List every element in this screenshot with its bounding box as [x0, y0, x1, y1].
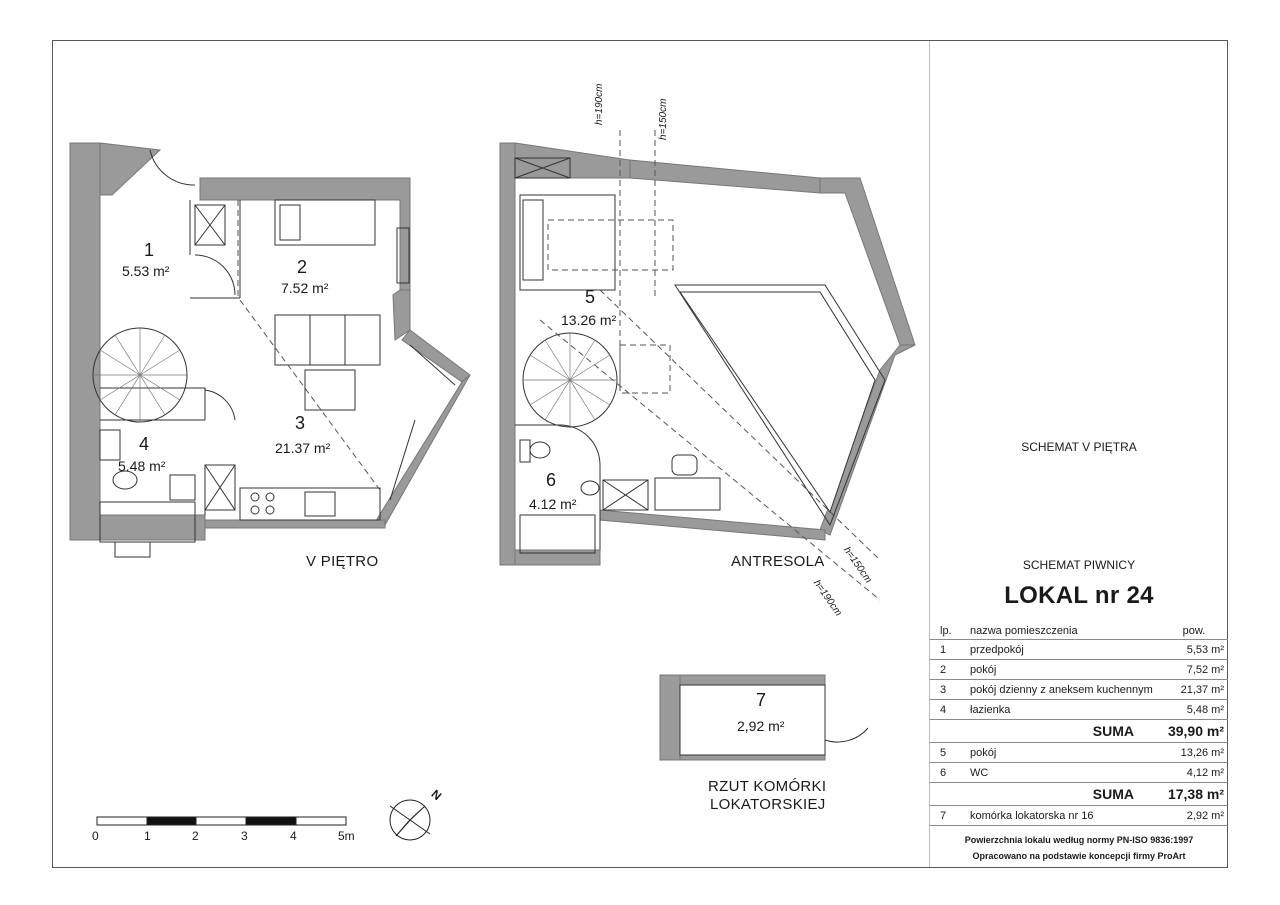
room-4-number: 4 — [139, 434, 150, 454]
sum-label: SUMA — [966, 720, 1160, 743]
table-row — [930, 763, 1228, 783]
mezzanine-plan — [500, 130, 915, 600]
row-area: 7,52 m² — [1160, 660, 1228, 680]
row-lp: 4 — [930, 700, 966, 720]
row-area: 4,12 m² — [1160, 763, 1228, 783]
storage-label-line1: RZUT KOMÓRKI — [708, 778, 827, 795]
row-name: komórka lokatorska nr 16 — [966, 806, 1160, 826]
room-3-number: 3 — [295, 413, 306, 433]
header-area: pow. — [1160, 622, 1228, 640]
room-7-number: 7 — [756, 690, 767, 710]
floor-v-plan — [70, 143, 470, 557]
table-row — [930, 806, 1228, 826]
room-3-area: 21.37 m² — [275, 440, 331, 456]
height-150-bottom: h=150cm — [840, 545, 874, 586]
sum-row-2 — [930, 783, 1228, 806]
header-name: nazwa pomieszczenia — [966, 622, 1160, 640]
row-lp: 1 — [930, 640, 966, 660]
room-6-area: 4.12 m² — [529, 496, 577, 512]
room-1-area: 5.53 m² — [122, 263, 170, 279]
room-5-number: 5 — [585, 287, 596, 307]
mezzanine-label: ANTRESOLA — [731, 553, 825, 570]
compass-north-label: N — [428, 786, 445, 804]
row-name: łazienka — [966, 700, 1160, 720]
row-area: 13,26 m² — [1160, 743, 1228, 763]
info-panel — [930, 40, 1228, 868]
row-lp: 2 — [930, 660, 966, 680]
sum-value: 17,38 m² — [1160, 783, 1228, 806]
table-row — [930, 700, 1228, 720]
row-lp: 7 — [930, 806, 966, 826]
sum-label: SUMA — [966, 783, 1160, 806]
scale-tick-3: 3 — [241, 829, 248, 843]
row-name: pokój dzienny z aneksem kuchennym — [966, 680, 1160, 700]
row-lp: 3 — [930, 680, 966, 700]
header-lp: lp. — [930, 622, 966, 640]
row-area: 5,48 m² — [1160, 700, 1228, 720]
scale-tick-1: 1 — [144, 829, 151, 843]
table-row — [930, 640, 1228, 660]
room-6-number: 6 — [546, 470, 557, 490]
room-2-number: 2 — [297, 257, 308, 277]
source-note: Opracowano na podstawie koncepcji firmy ProArt — [972, 851, 1186, 861]
table-row — [930, 743, 1228, 763]
floor-label: V PIĘTRO — [306, 553, 379, 570]
row-name: pokój — [966, 660, 1160, 680]
row-lp: 6 — [930, 763, 966, 783]
storage-label-line2: LOKATORSKIEJ — [710, 796, 826, 813]
compass-rose — [390, 800, 430, 840]
table-header — [930, 622, 1228, 640]
scale-bar — [97, 817, 346, 825]
scale-tick-0: 0 — [92, 829, 99, 843]
height-190-bottom: h=190cm — [810, 578, 844, 619]
room-2-area: 7.52 m² — [281, 280, 329, 296]
sum-row-1 — [930, 720, 1228, 743]
table-row — [930, 660, 1228, 680]
row-area: 2,92 m² — [1160, 806, 1228, 826]
scale-tick-4: 4 — [290, 829, 297, 843]
row-area: 5,53 m² — [1160, 640, 1228, 660]
height-150-top: h=150cm — [658, 98, 669, 140]
room-1-number: 1 — [144, 240, 155, 260]
floor-schema-caption: SCHEMAT V PIĘTRA — [1021, 440, 1137, 454]
sum-value: 39,90 m² — [1160, 720, 1228, 743]
norm-note: Powierzchnia lokalu według normy PN-ISO 9836:1997 — [964, 835, 1194, 845]
row-name: WC — [966, 763, 1160, 783]
height-190-top: h=190cm — [594, 83, 605, 125]
room-4-area: 5.48 m² — [118, 458, 166, 474]
room-area-table — [930, 622, 1228, 826]
unit-title: LOKAL nr 24 — [1004, 582, 1154, 609]
room-5-area: 13.26 m² — [561, 312, 617, 328]
basement-schema-caption: SCHEMAT PIWNICY — [1022, 558, 1136, 572]
room-7-area: 2,92 m² — [737, 718, 785, 734]
row-area: 21,37 m² — [1160, 680, 1228, 700]
row-lp: 5 — [930, 743, 966, 763]
scale-tick-5: 5m — [338, 829, 355, 843]
scale-tick-2: 2 — [192, 829, 199, 843]
row-name: przedpokój — [966, 640, 1160, 660]
row-name: pokój — [966, 743, 1160, 763]
table-row — [930, 680, 1228, 700]
